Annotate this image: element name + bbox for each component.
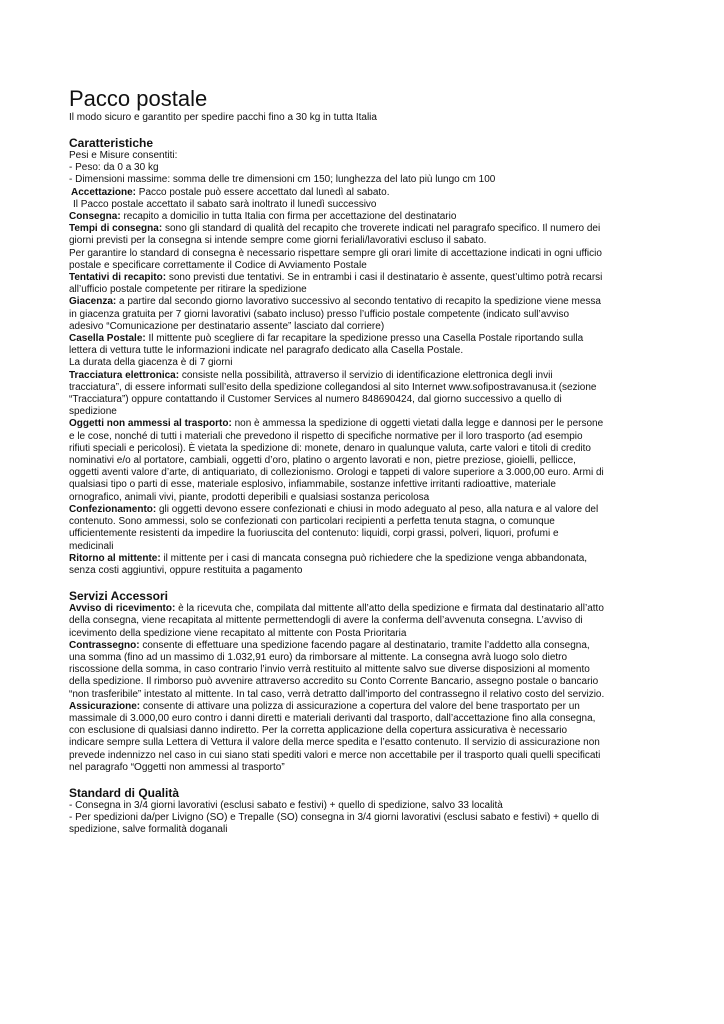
text-line bbox=[69, 443, 684, 455]
text-line bbox=[69, 345, 684, 357]
field-text: della spedizione. Il rimborso può avvenire attraverso accredito su Conto Corrente Bancario, assegno postale o bancario bbox=[69, 676, 599, 688]
text-line bbox=[69, 479, 684, 491]
field-text: con esclusione di qualsiasi danno indiretto. Per la corretta applicazione della copertura assicurativa è necessario bbox=[69, 725, 568, 737]
field-text: riscossione della somma, in caso contrario l’invio verrà restituito al mittente salvo sue diverse disposizioni al momento bbox=[69, 664, 590, 676]
field-text: Pesi e Misure consentiti: bbox=[69, 150, 178, 161]
field-text: lettera di vettura tutte le informazioni indicate nel paragrafo dedicato alla Casella Postale. bbox=[69, 345, 464, 357]
text-line bbox=[69, 516, 684, 528]
section bbox=[69, 136, 684, 577]
field-text: rifiuti speciali e pericolosi). È vietata la spedizione di: monete, denaro in qualunque valuta, carte valori e titoli di credito bbox=[69, 442, 591, 454]
field-text: consente di attivare una polizza di assicurazione a copertura del valore del bene trasportato per un bbox=[140, 700, 580, 712]
text-line bbox=[69, 737, 684, 749]
field-text: consente di effettuare una spedizione facendo pagare al destinatario, tramite l’addetto alla consegna, bbox=[139, 639, 590, 651]
section-heading: Servizi Accessori bbox=[69, 589, 168, 604]
field-text: in giacenza gratuita per 7 giorni lavorativi (sabato incluso) presso l’ufficio postale competente (indicato sull’avviso bbox=[69, 308, 570, 320]
text-line bbox=[69, 199, 684, 211]
page-title: Pacco postale bbox=[69, 86, 208, 111]
text-line bbox=[69, 174, 684, 186]
text-line bbox=[69, 418, 684, 430]
text-line bbox=[69, 321, 684, 333]
field-text: Il mittente può scegliere di far recapitare la spedizione presso una Casella Postale riportando sulla bbox=[145, 333, 584, 345]
field-text: qualsiasi tipo o parti di esse, materiale esplosivo, infiammabile, sostanze infettive irritanti radioattive, materiale bbox=[69, 479, 556, 491]
text-line bbox=[69, 528, 684, 540]
text-line bbox=[69, 296, 684, 308]
field-text: ornografico, animali vivi, piante, prodotti deperibili e qualsiasi sostanza pericolosa bbox=[69, 491, 430, 503]
field-label: Oggetti non ammessi al trasporto: bbox=[69, 418, 232, 430]
text-line bbox=[69, 235, 684, 247]
field-label: Giacenza: bbox=[69, 296, 117, 308]
section-spacer bbox=[69, 774, 684, 786]
field-text: La durata della giacenza è di 7 giorni bbox=[69, 357, 233, 369]
field-text: medicinali bbox=[69, 540, 114, 552]
text-line bbox=[69, 394, 684, 406]
text-line bbox=[69, 603, 684, 615]
text-line bbox=[69, 725, 684, 737]
text-line bbox=[69, 750, 684, 762]
field-text: nel paragrafo “Oggetti non ammessi al trasporto” bbox=[69, 761, 285, 773]
field-text: massimale di 3.000,00 euro contro i danni diretti e materiali derivanti dal trasporto, dall’accettazione fino alla consegna, bbox=[69, 712, 596, 724]
text-line bbox=[69, 640, 684, 652]
text-line bbox=[69, 150, 684, 162]
field-text: spedizione, salve formalità doganali bbox=[69, 824, 228, 836]
field-text: contenuto. Sono ammessi, solo se confezionati con particolari recipienti a perfetta tenuta stagna, o comunque bbox=[69, 516, 555, 528]
field-text: Il Pacco postale accettato il sabato sarà inoltrato il lunedì successivo bbox=[73, 198, 377, 210]
text-line bbox=[69, 664, 684, 676]
text-line bbox=[69, 248, 684, 260]
text-line bbox=[69, 309, 684, 321]
field-text: postale e specificare correttamente il Codice di Avviamento Postale bbox=[69, 259, 367, 271]
field-text: - Per spedizioni da/per Livigno (SO) e Trepalle (SO) consegna in 3/4 giorni lavorativi (esclusi sabato e festivi) + quello di bbox=[69, 812, 599, 824]
field-text: Per garantire lo standard di consegna è necessario rispettare sempre gli orari limite di accettazione indicati in ogni ufficio bbox=[69, 247, 602, 259]
section-heading: Caratteristiche bbox=[69, 136, 154, 150]
text-line bbox=[69, 812, 684, 824]
field-text: giorni previsti per la consegna si intende sempre come giorni feriali/lavorativi escluso il sabato. bbox=[69, 235, 487, 247]
field-text: icevimento della spedizione viene recapitato al mittente con Posta Prioritaria bbox=[69, 627, 407, 639]
text-line bbox=[69, 615, 684, 627]
text-line bbox=[69, 652, 684, 664]
field-text: e le cose, nonché di tutti i materiali che prevedono il rispetto di specifiche normative per il loro trasporto (ad esempio bbox=[69, 430, 583, 442]
field-text: non è ammessa la spedizione di oggetti vietati dalla legge e dannosi per le persone bbox=[231, 418, 604, 430]
field-text: della consegna, viene recapitata al mittente permettendogli di avere la conferma dell’avvenuta consegna. L’avviso di bbox=[69, 615, 583, 627]
section-spacer bbox=[69, 577, 684, 589]
field-label: Tracciatura elettronica: bbox=[69, 369, 180, 381]
text-line bbox=[69, 800, 684, 812]
field-text: sono gli standard di qualità del recapito che troverete indicati nel paragrafo specifico. Il numero dei bbox=[162, 223, 601, 235]
field-text: - Consegna in 3/4 giorni lavorativi (esclusi sabato e festivi) + quello di spedizione, salvo 33 località bbox=[69, 799, 503, 811]
field-text: oggetti aventi valore d’arte, di antiquariato, di collezionismo. Orologi e tappeti di valore superiore a 3.000,00 euro. Armi di bbox=[69, 467, 604, 479]
text-line bbox=[69, 762, 684, 774]
text-line bbox=[69, 824, 684, 836]
field-text: una somma (fino ad un massimo di 1.032,91 euro) da rimborsare al mittente. La consegna avrà luogo solo dietro bbox=[69, 651, 568, 663]
field-text: indicare sempre sulla Lettera di Vettura il valore della merce spedita e l’esatto contenuto. Il servizio di assicurazione non bbox=[69, 737, 600, 749]
field-text: “non trasferibile” intestato al mittente. In tal caso, verrà detratto dall’importo del contrassegno il relativo costo del servizio. bbox=[69, 688, 605, 700]
document-body bbox=[69, 136, 684, 837]
field-text: all’ufficio postale competente per ritirare la spedizione bbox=[69, 284, 307, 296]
text-line bbox=[69, 406, 684, 418]
text-line bbox=[69, 701, 684, 713]
text-line bbox=[69, 492, 684, 504]
text-line bbox=[69, 211, 684, 223]
text-line bbox=[69, 382, 684, 394]
field-label: Casella Postale: bbox=[69, 333, 146, 345]
field-label: Contrassegno: bbox=[69, 639, 140, 651]
text-line bbox=[69, 713, 684, 725]
text-line bbox=[69, 187, 684, 199]
text-line bbox=[69, 357, 684, 369]
text-line bbox=[69, 162, 684, 174]
page-subtitle: Il modo sicuro e garantito per spedire pacchi fino a 30 kg in tutta Italia bbox=[69, 112, 377, 123]
field-text: adesivo “Comunicazione per destinatario assente” lasciato dal corriere) bbox=[69, 320, 385, 332]
field-text: spedizione bbox=[69, 406, 117, 418]
text-line bbox=[69, 689, 684, 701]
text-line bbox=[69, 272, 684, 284]
field-label: Assicurazione: bbox=[69, 700, 141, 712]
field-text: consiste nella possibilità, attraverso il servizio di identificazione elettronica degli invii bbox=[179, 369, 553, 381]
text-line bbox=[69, 455, 684, 467]
field-text: sono previsti due tentativi. Se in entrambi i casi il destinatario è assente, quest’ultimo potrà recarsi bbox=[166, 272, 603, 284]
field-text: - Dimensioni massime: somma delle tre dimensioni cm 150; lunghezza del lato più lungo cm 100 bbox=[69, 174, 496, 186]
text-line bbox=[69, 223, 684, 235]
field-text: recapito a domicilio in tutta Italia con firma per accettazione del destinatario bbox=[120, 211, 457, 223]
text-line bbox=[69, 628, 684, 640]
section bbox=[69, 786, 684, 837]
text-line bbox=[69, 504, 684, 516]
field-label: Tentativi di recapito: bbox=[69, 272, 167, 284]
text-line bbox=[69, 260, 684, 272]
text-line bbox=[69, 431, 684, 443]
field-text: nominativi e/o al portatore, cambiali, oggetti d’oro, platino o argento lavorati e non, pietre preziose, gioielli, pellicce, bbox=[69, 455, 576, 467]
field-text: - Peso: da 0 a 30 kg bbox=[69, 162, 159, 174]
section bbox=[69, 589, 684, 774]
field-text: il mittente per i casi di mancata consegna può richiedere che la spedizione venga abbandonata, bbox=[160, 552, 588, 564]
field-label: Accettazione: bbox=[71, 186, 137, 198]
text-line bbox=[69, 284, 684, 296]
section-heading: Standard di Qualità bbox=[69, 785, 180, 800]
text-line bbox=[69, 676, 684, 688]
field-label: Confezionamento: bbox=[69, 503, 157, 515]
field-label: Avviso di ricevimento: bbox=[69, 603, 176, 615]
text-line bbox=[69, 333, 684, 345]
text-line bbox=[69, 370, 684, 382]
field-text: è la ricevuta che, compilata dal mittente all’atto della spedizione e firmata dal destinatario all’atto bbox=[175, 603, 604, 615]
field-text: a partire dal secondo giorno lavorativo successivo al secondo tentativo di recapito la spedizione viene messa bbox=[116, 296, 601, 308]
field-text: Pacco postale può essere accettato dal lunedì al sabato. bbox=[136, 186, 390, 198]
field-text: senza costi aggiuntivi, oppure restituita a pagamento bbox=[69, 564, 303, 576]
field-label: Tempi di consegna: bbox=[69, 223, 163, 235]
field-text: ufficientemente resistenti da impedire la fuoriuscita del contenuto: liquidi, corpi grassi, polveri, liquori, profumi e bbox=[69, 528, 559, 540]
field-label: Consegna: bbox=[69, 211, 121, 223]
field-text: tracciatura”, di essere informati sull’esito della spedizione collegandosi al sito Internet www.sofipostravanusa.it (sezione bbox=[69, 381, 597, 393]
text-line bbox=[69, 467, 684, 479]
text-line bbox=[69, 553, 684, 565]
text-line bbox=[69, 541, 684, 553]
field-text: prevede indennizzo nel caso in cui siano stati spediti valori e merce non accettabile per il trasporto quali quelli specificati bbox=[69, 749, 601, 761]
text-line bbox=[69, 565, 684, 577]
field-text: “Tracciatura”) oppure contattando il Customer Services al numero 848690424, dal giorno successivo a quello di bbox=[69, 394, 562, 406]
field-text: gli oggetti devono essere confezionati e chiusi in modo adeguato al peso, alla natura e al valore del bbox=[156, 503, 599, 515]
field-label: Ritorno al mittente: bbox=[69, 552, 161, 564]
